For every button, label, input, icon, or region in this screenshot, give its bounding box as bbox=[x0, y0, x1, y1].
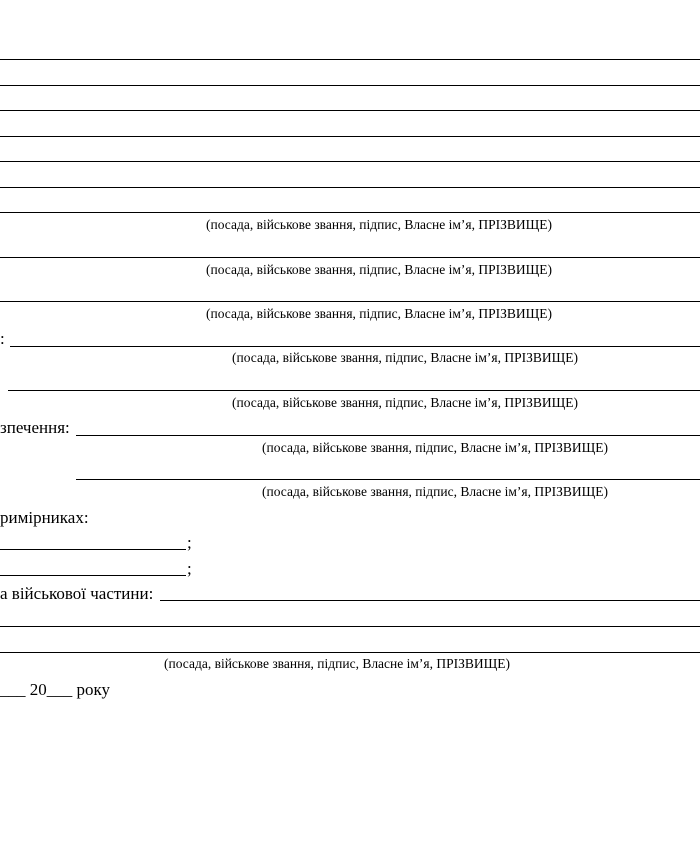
signature-caption: (посада, військове звання, підпис, Власне ім’я, ПРІЗВИЩЕ) bbox=[262, 440, 609, 455]
signature-line bbox=[10, 346, 700, 347]
copy-item-end: ; bbox=[187, 559, 192, 578]
date-line: ___ 20___ року bbox=[0, 680, 111, 699]
blank-line bbox=[0, 59, 700, 60]
copy-line bbox=[0, 549, 186, 550]
signature-line bbox=[0, 301, 700, 302]
blank-line bbox=[0, 110, 700, 111]
unit-label: а військової частини: bbox=[0, 584, 154, 603]
signature-line bbox=[0, 652, 700, 653]
signature-caption: (посада, військове звання, підпис, Власне ім’я, ПРІЗВИЩЕ) bbox=[206, 262, 553, 277]
blank-line bbox=[0, 85, 700, 86]
copy-item-end: ; bbox=[187, 533, 192, 552]
signature-caption: (посада, військове звання, підпис, Власне ім’я, ПРІЗВИЩЕ) bbox=[206, 217, 553, 232]
signature-line bbox=[160, 600, 700, 601]
signature-caption: (посада, військове звання, підпис, Власне ім’я, ПРІЗВИЩЕ) bbox=[206, 306, 553, 321]
signature-line bbox=[76, 479, 700, 480]
signature-caption: (посада, військове звання, підпис, Власне ім’я, ПРІЗВИЩЕ) bbox=[164, 656, 511, 671]
signature-caption: (посада, військове звання, підпис, Власне ім’я, ПРІЗВИЩЕ) bbox=[232, 395, 579, 410]
signature-line bbox=[76, 435, 700, 436]
signature-line bbox=[0, 257, 700, 258]
signature-caption: (посада, військове звання, підпис, Власне ім’я, ПРІЗВИЩЕ) bbox=[232, 350, 579, 365]
signature-line bbox=[0, 626, 700, 627]
blank-line bbox=[0, 136, 700, 137]
blank-line bbox=[0, 161, 700, 162]
support-label: зпечення: bbox=[0, 418, 70, 437]
signature-line bbox=[8, 390, 700, 391]
signature-line bbox=[0, 212, 700, 213]
copy-line bbox=[0, 575, 186, 576]
field-label-fragment: : bbox=[0, 329, 5, 348]
signature-caption: (посада, військове звання, підпис, Власне ім’я, ПРІЗВИЩЕ) bbox=[262, 484, 609, 499]
copies-label: римірниках: bbox=[0, 508, 89, 527]
blank-line bbox=[0, 187, 700, 188]
